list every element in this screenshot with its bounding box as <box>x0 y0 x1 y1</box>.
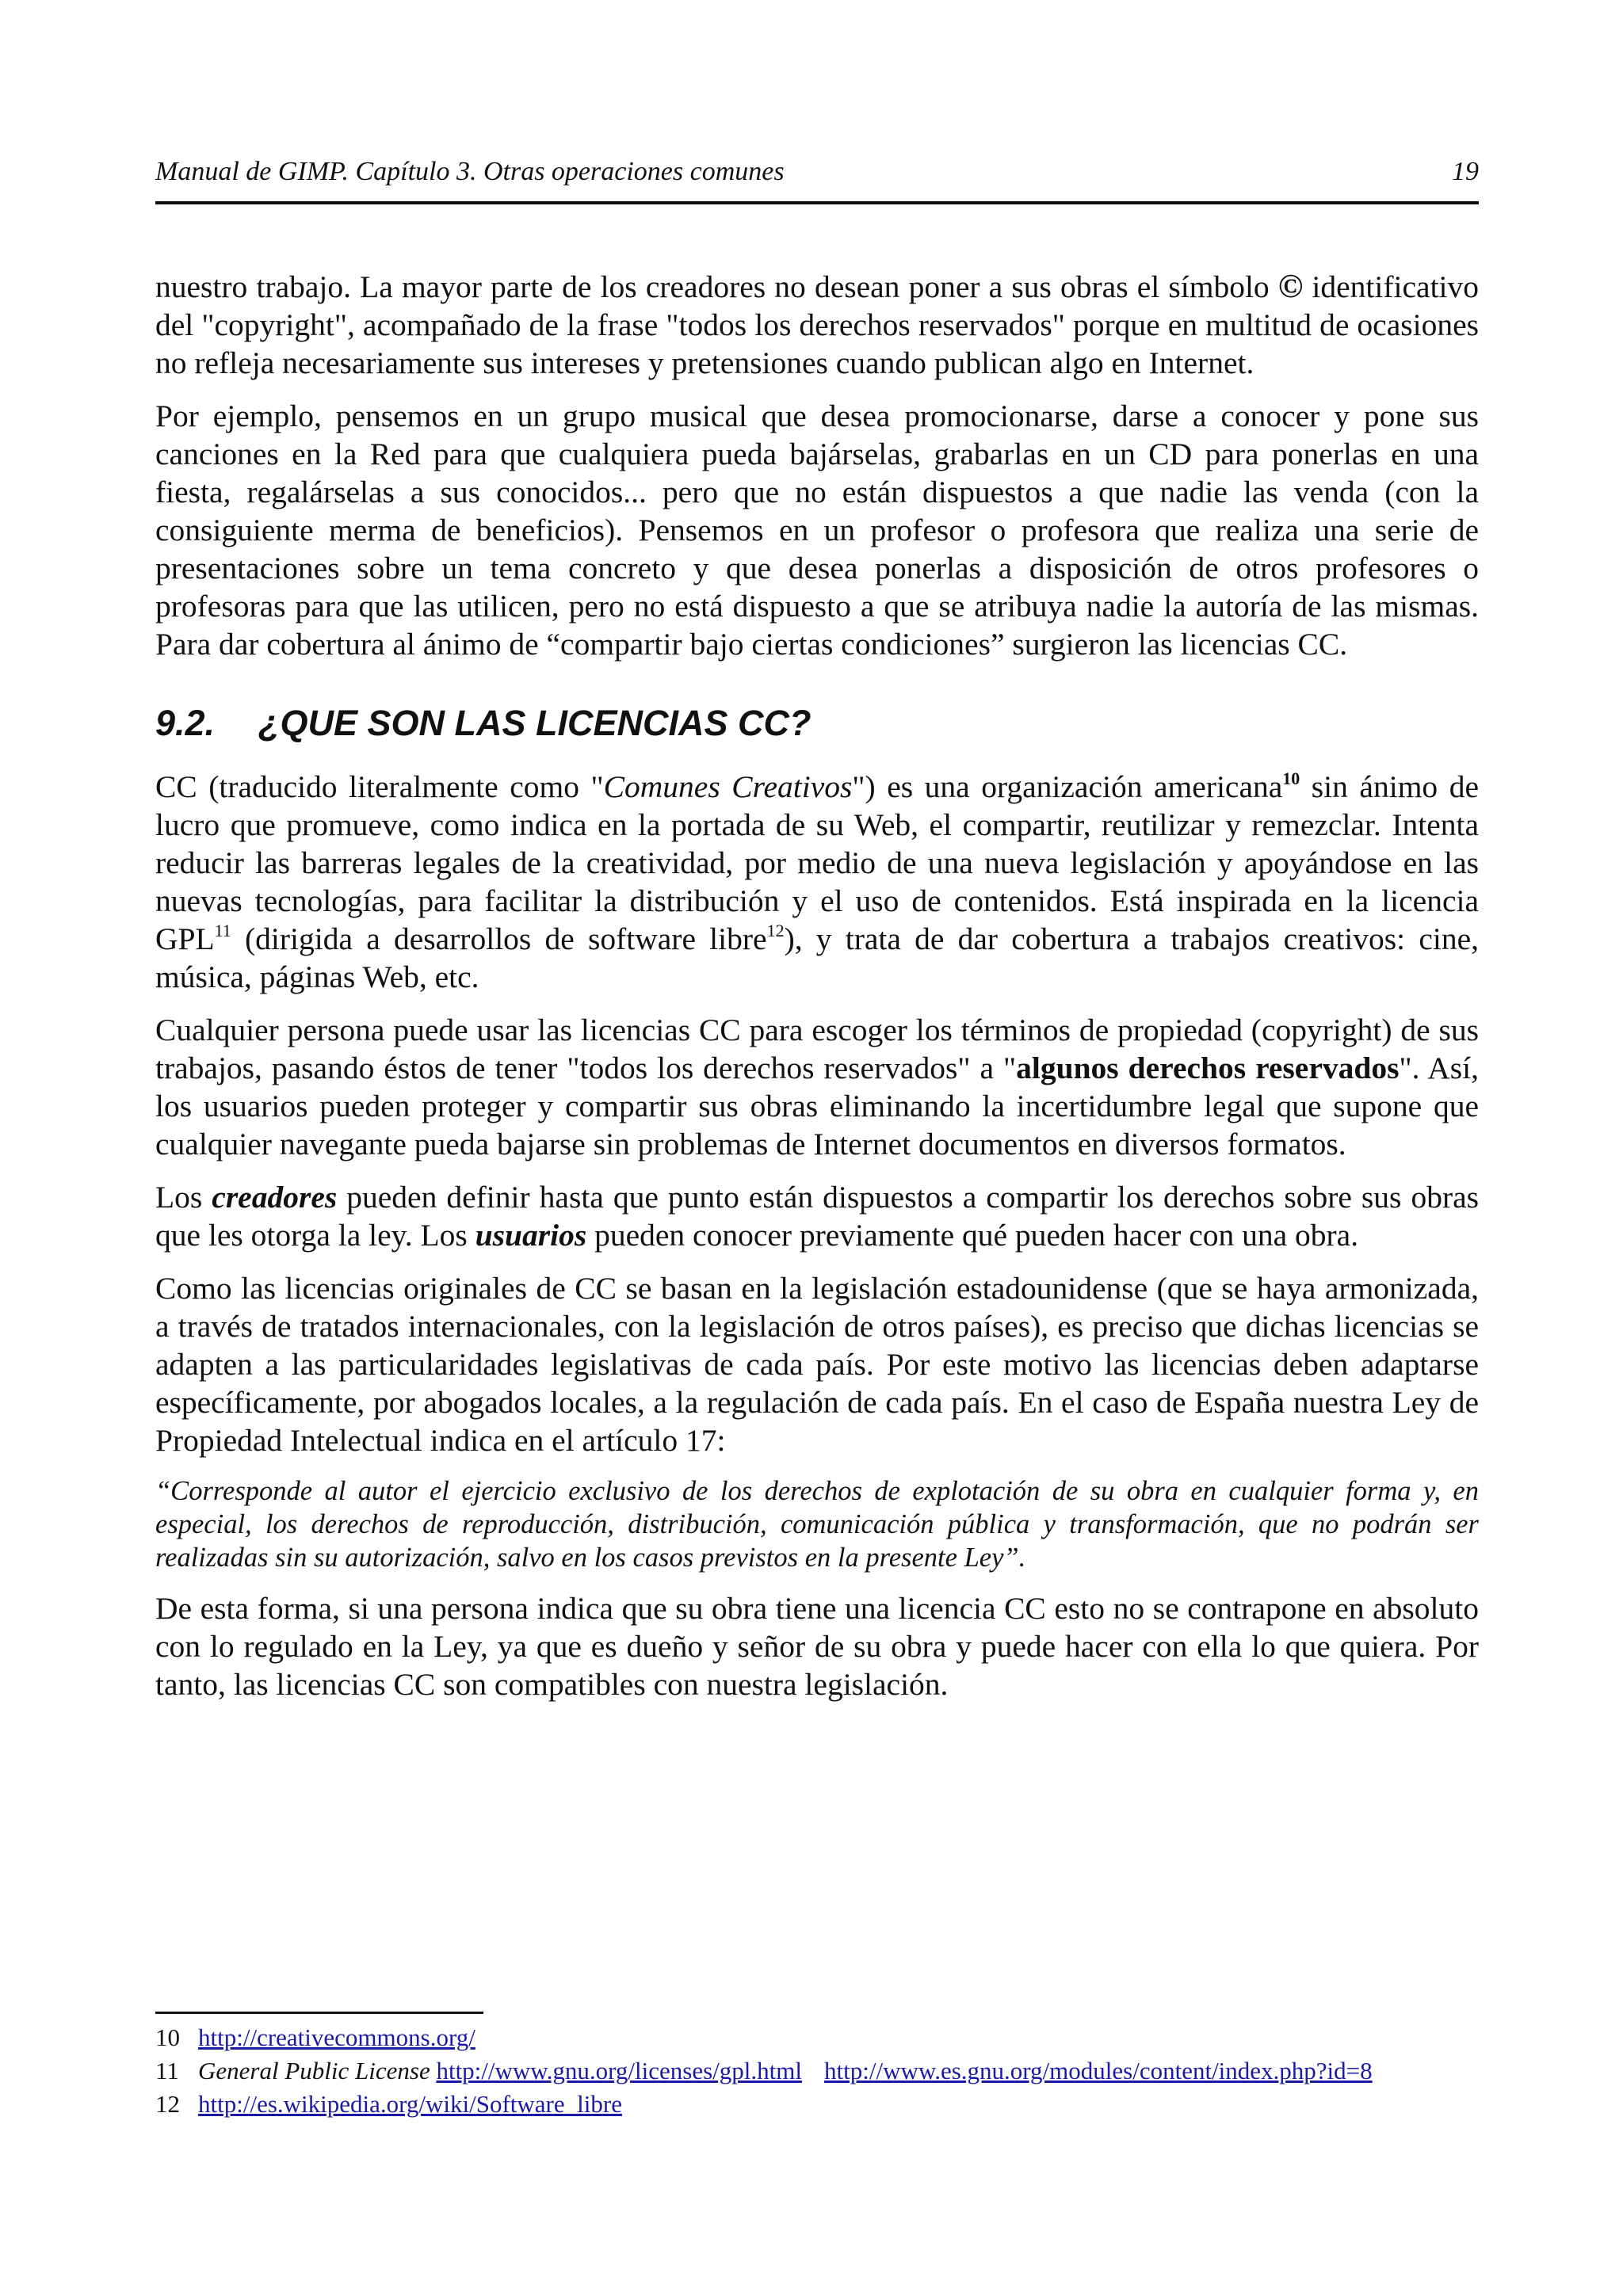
page-number: 19 <box>1452 157 1479 186</box>
footnote-number: 12 <box>155 2090 180 2118</box>
paragraph-7: De esta forma, si una persona indica que su obra tiene una licencia CC esto no se contrapone en absoluto con lo regulado en la Ley, ya que es dueño y señor de su obra y puede hacer con ella lo que quiera. Por tanto, las licencias CC son compatibles con nuestra legislación. <box>155 1591 1479 1702</box>
paragraph-2: Por ejemplo, pensemos en un grupo musical que desea promocionarse, darse a conocer y pone sus canciones en la Red para que cualquiera pueda bajárselas, grabarlas en un CD para ponerlas en una fiesta, regalárselas a sus conocidos... pero que no están dispuestos a que nadie las venda (con la consiguiente merma de beneficios). Pensemos en un profesor o profesora que realiza una serie de presentaciones sobre un tema concreto y que desea ponerlas a disposición de otros profesores o profesoras para que las utilicen, pero no está dispuesto a que se atribuya nadie la autoría de las mismas. Para dar cobertura al ánimo de “compartir bajo ciertas condiciones” surgieron las licencias CC. <box>155 399 1479 662</box>
paragraph-1-rest: identificativo del "copyright", acompañado de la frase "todos los derechos reservados" porque en multitud de ocasiones no refleja necesariamente sus intereses y pretensiones cuando publican algo en Internet. <box>155 269 1480 380</box>
paragraph-4 <box>155 1011 1479 1163</box>
p5-text-c: pueden conocer previamente qué pueden hacer con una obra. <box>586 1218 1359 1253</box>
p4-bold-term: algunos derechos reservados <box>1016 1051 1400 1085</box>
footnote-separator <box>155 2012 483 2014</box>
footnote-number: 11 <box>155 2057 179 2084</box>
p3-text-d: (dirigida a desarrollos de software libre <box>231 921 767 956</box>
header-title: Manual de GIMP. Capítulo 3. Otras operaciones comunes <box>155 157 785 186</box>
p5-term-usuarios: usuarios <box>475 1218 587 1253</box>
p5-text-a: Los <box>155 1180 212 1215</box>
footnotes <box>155 2022 1479 2122</box>
paragraph-1 <box>155 268 1479 382</box>
legal-quote: “Corresponde al autor el ejercicio exclusivo de los derechos de explotación de su obra en cualquier forma y, en especial, los derechos de reproducción, distribución, comunicación pública y transformación, que no podrán ser realizadas sin su autorización, salvo en los casos previstos en la presente Ley”. <box>155 1476 1479 1573</box>
running-header <box>155 155 1479 204</box>
paragraph-3 <box>155 768 1479 996</box>
p3-text-b: ") es una organización americana <box>852 769 1283 804</box>
body-text <box>155 268 1479 1718</box>
p3-text-c: sin ánimo de lucro que promueve, como indica en la portada de su Web, el compartir, reutilizar y remezclar. Intenta reducir las barreras legales de la creatividad, por medio de una nueva legislación y apoyándose en las nuevas tecnologías, para facilitar la distribución y el uso de contenidos. Está inspirada en la licencia GPL <box>155 769 1479 956</box>
p3-text-e: ), y trata de dar cobertura a trabajos creativos: cine, música, páginas Web, etc. <box>155 921 1479 994</box>
footnote-link-gnu-gpl[interactable]: http://www.gnu.org/licenses/gpl.html <box>436 2057 802 2084</box>
footnote-12 <box>155 2088 1479 2120</box>
footnote-11 <box>155 2055 1479 2087</box>
p3-text-a: CC (traducido literalmente como " <box>155 769 604 804</box>
footnote-ref-11[interactable]: 11 <box>214 921 231 940</box>
footnote-link-es-gnu[interactable]: http://www.es.gnu.org/modules/content/index.php?id=8 <box>824 2057 1373 2084</box>
footnote-label: General Public License <box>198 2057 430 2084</box>
footnote-number: 10 <box>155 2023 180 2051</box>
p5-term-creadores: creadores <box>212 1180 338 1215</box>
footnote-link-creativecommons[interactable]: http://creativecommons.org/ <box>198 2023 475 2051</box>
copyright-symbol: © <box>1277 269 1304 305</box>
paragraph-1-start: nuestro trabajo. La mayor parte de los creadores no desean poner a sus obras el símbolo <box>155 269 1270 304</box>
footnote-10 <box>155 2022 1479 2054</box>
section-title: ¿QUE SON LAS LICENCIAS CC? <box>258 703 812 743</box>
section-number: 9.2. <box>155 703 216 743</box>
footnote-ref-10[interactable]: 10 <box>1282 769 1300 788</box>
paragraph-6: Como las licencias originales de CC se basan en la legislación estadounidense (que se haya armonizada, a través de tratados internacionales, con la legislación de otros países), es preciso que dichas licencias se adapten a las particularidades legislativas de cada país. Por este motivo las licencias deben adaptarse específicamente, por abogados locales, a la regulación de cada país. En el caso de España nuestra Ley de Propiedad Intelectual indica en el artículo 17: <box>155 1271 1479 1458</box>
footnote-link-wikipedia[interactable]: http://es.wikipedia.org/wiki/Software_libre <box>198 2090 622 2118</box>
paragraph-5 <box>155 1178 1479 1254</box>
footnote-ref-12[interactable]: 12 <box>766 921 785 940</box>
p3-italic-term: Comunes Creativos <box>603 769 853 804</box>
p4-text-a: Cualquier persona puede usar las licencias CC para escoger los términos de propiedad (copyright) de sus trabajos, pasando éstos de tener "todos los derechos reservados" a " <box>155 1013 1479 1085</box>
p4-text-b: ". Así, los usuarios pueden proteger y compartir sus obras eliminando la incertidumbre legal que supone que cualquier navegante pueda bajarse sin problemas de Internet documentos en diversos formatos. <box>155 1051 1479 1161</box>
section-heading <box>155 700 1479 747</box>
p5-text-b: pueden definir hasta que punto están dispuestos a compartir los derechos sobre sus obras que les otorga la ley. Los <box>155 1180 1479 1253</box>
